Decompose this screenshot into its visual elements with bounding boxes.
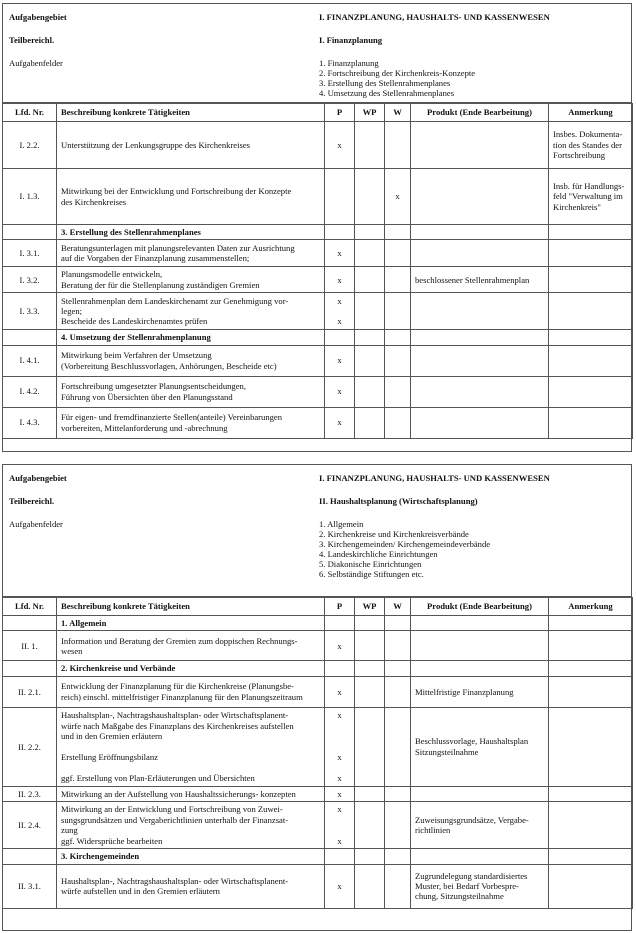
col-beschreibung: Beschreibung konkrete Tätigkeiten [57,598,325,616]
sheet-finanzplanung [2,3,632,452]
empty-cell [549,849,633,864]
aufgabenfelder-list [319,58,475,98]
row-produkt [411,240,549,267]
label-aufgabengebiet: Aufgabengebiet [9,12,67,22]
mark-p: x x x [325,707,355,786]
mark-w [385,676,411,707]
empty-cell [385,330,411,345]
row-number: II. 1. [3,631,57,661]
row-description: Stellenrahmenplan dem Landeskirchenamt zur Genehmigung vor- legen; Bescheide des Landeskirchenamtes prüfen [57,293,325,330]
mark-w [385,407,411,438]
list-item: 3. Erstellung des Stellenrahmenplanes [319,78,451,88]
mark-p: x x [325,802,355,849]
empty-cell [385,616,411,631]
section-row [3,849,633,864]
empty-cell [325,616,355,631]
mark-p: x [325,786,355,801]
col-produkt: Produkt (Ende Bearbeitung) [411,104,549,122]
empty-cell [411,661,549,676]
table-row [3,676,633,707]
empty-cell [385,225,411,240]
mark-wp [355,407,385,438]
col-beschreibung: Beschreibung konkrete Tätigkeiten [57,104,325,122]
row-number: II. 2.4. [3,802,57,849]
row-produkt: Zuweisungsgrundsätze, Vergabe- richtlinien [411,802,549,849]
row-description: Entwicklung der Finanzplanung für die Kirchenkreise (Planungsbe- reich) einschl. mittelfristiger Finanzplanung für den Planungszeitraum [57,676,325,707]
list-item: 4. Landeskirchliche Einrichtungen [319,549,438,559]
mark-wp [355,631,385,661]
table-row [3,293,633,330]
row-description: Information und Beratung der Gremien zum doppischen Rechnungs- wesen [57,631,325,661]
label-teilbereich: Teilbereichl. [9,496,55,506]
mark-w [385,376,411,407]
list-item: 3. Kirchengemeinden/ Kirchengemeindeverbände [319,539,491,549]
row-anmerkung [549,267,633,293]
sheet-header [3,465,631,597]
section-title: 4. Umsetzung der Stellenrahmenplanung [57,330,325,345]
empty-cell [325,330,355,345]
row-number [3,330,57,345]
row-description: Haushaltsplan-, Nachtragshaushaltsplan- oder Wirtschaftsplanent- würfe nach Maßgabe des Finanzplans des Kirchenkreises aufstellen und in den Gremien erläutern Erstellung Eröffnungsbilanz ggf. Erstellung von Plan-Erläuterungen und Übersichten [57,707,325,786]
table-row [3,707,633,786]
list-item: 5. Diakonische Einrichtungen [319,559,422,569]
row-produkt [411,122,549,169]
row-number: I. 4.3. [3,407,57,438]
row-produkt: Zugrundelegung standardisiertes Muster, bei Bedarf Vorbespre- chung, Sitzungsteilnahme [411,864,549,908]
row-description: Haushaltsplan-, Nachtragshaushaltsplan- oder Wirtschaftsplanent- würfe aufstellen und in den Gremien erläutern [57,864,325,908]
table-row [3,407,633,438]
row-produkt [411,631,549,661]
row-number: I. 3.2. [3,267,57,293]
empty-cell [411,849,549,864]
row-number [3,849,57,864]
mark-w: x [385,169,411,225]
row-number: I. 3.1. [3,240,57,267]
table-header-row [3,104,633,122]
col-produkt: Produkt (Ende Bearbeitung) [411,598,549,616]
value-aufgabengebiet: I. FINANZPLANUNG, HAUSHALTS- UND KASSENWESEN [319,473,550,483]
row-number: I. 1.3. [3,169,57,225]
empty-cell [549,330,633,345]
table-row [3,169,633,225]
label-aufgabengebiet: Aufgabengebiet [9,473,67,483]
mark-wp [355,293,385,330]
col-wp: WP [355,598,385,616]
mark-p: x [325,407,355,438]
mark-p: x [325,631,355,661]
mark-p: x [325,240,355,267]
list-item: 4. Umsetzung des Stellenrahmenplanes [319,88,455,98]
activity-table [2,103,633,439]
list-item: 1. Allgemein [319,519,364,529]
section-row [3,616,633,631]
row-description: Für eigen- und fremdfinanzierte Stellen(anteile) Vereinbarungen vorbereiten, Mittelanforderung und -abrechnung [57,407,325,438]
mark-p: x [325,122,355,169]
col-anmerkung: Anmerkung [549,104,633,122]
row-number [3,616,57,631]
mark-p: x [325,376,355,407]
mark-wp [355,169,385,225]
row-anmerkung: Insb. für Handlungs- feld "Verwaltung im Kirchenkreis" [549,169,633,225]
mark-wp [355,240,385,267]
mark-wp [355,864,385,908]
list-item: 2. Kirchenkreise und Kirchenkreisverbände [319,529,469,539]
table-row [3,240,633,267]
mark-wp [355,122,385,169]
row-produkt [411,345,549,376]
table-row [3,376,633,407]
row-description: Beratungsunterlagen mit planungsrelevanten Daten zur Ausrichtung auf die Vorgaben der Finanzplanung zusammenstellen; [57,240,325,267]
section-row [3,661,633,676]
aufgabenfelder-list [319,519,490,579]
row-anmerkung [549,293,633,330]
row-number: I. 4.1. [3,345,57,376]
empty-cell [549,225,633,240]
mark-w [385,240,411,267]
label-aufgabenfelder: Aufgabenfelder [9,58,63,68]
empty-cell [411,225,549,240]
row-produkt: Beschlussvorlage, Haushaltsplan Sitzungsteilnahme [411,707,549,786]
empty-cell [355,661,385,676]
row-number: II. 3.1. [3,864,57,908]
sheet-header [3,4,631,103]
section-row [3,330,633,345]
row-description: Mitwirkung beim Verfahren der Umsetzung (Vorbereitung Beschlussvorlagen, Anhörungen, Bescheide etc) [57,345,325,376]
mark-p: x x [325,293,355,330]
row-number: II. 2.1. [3,676,57,707]
row-description: Fortschreibung umgesetzter Planungsentscheidungen, Führung von Übersichten über den Planungsstand [57,376,325,407]
row-anmerkung [549,707,633,786]
row-produkt: Mittelfristige Finanzplanung [411,676,549,707]
table-row [3,122,633,169]
table-row [3,802,633,849]
mark-w [385,786,411,801]
list-item: 2. Fortschreibung der Kirchenkreis-Konzepte [319,68,476,78]
section-title: 3. Kirchengemeinden [57,849,325,864]
table-row [3,864,633,908]
empty-cell [411,616,549,631]
empty-cell [385,661,411,676]
table-row [3,631,633,661]
mark-w [385,864,411,908]
col-lfd-nr: Lfd. Nr. [3,104,57,122]
mark-wp [355,802,385,849]
row-produkt [411,376,549,407]
empty-cell [355,330,385,345]
empty-cell [549,661,633,676]
mark-wp [355,676,385,707]
row-number: II. 2.2. [3,707,57,786]
row-number [3,661,57,676]
list-item: 6. Selbständige Stiftungen etc. [319,569,424,579]
row-description: Unterstützung der Lenkungsgruppe des Kirchenkreises [57,122,325,169]
col-lfd-nr: Lfd. Nr. [3,598,57,616]
section-title: 1. Allgemein [57,616,325,631]
row-description: Planungsmodelle entwickeln, Beratung der für die Stellenplanung zuständigen Gremien [57,267,325,293]
row-anmerkung [549,407,633,438]
row-anmerkung [549,240,633,267]
label-aufgabenfelder: Aufgabenfelder [9,519,63,529]
row-produkt [411,407,549,438]
row-number: I. 2.2. [3,122,57,169]
value-teilbereich: II. Haushaltsplanung (Wirtschaftsplanung) [319,496,478,506]
table-header-row [3,598,633,616]
mark-w [385,122,411,169]
value-teilbereich: I. Finanzplanung [319,35,383,45]
mark-w [385,345,411,376]
row-number: II. 2.3. [3,786,57,801]
row-description: Mitwirkung an der Aufstellung von Haushaltssicherungs- konzepten [57,786,325,801]
mark-p [325,169,355,225]
row-number: I. 4.2. [3,376,57,407]
mark-wp [355,345,385,376]
value-aufgabengebiet: I. FINANZPLANUNG, HAUSHALTS- UND KASSENWESEN [319,12,550,22]
row-produkt [411,293,549,330]
empty-cell [549,616,633,631]
mark-w [385,267,411,293]
section-title: 2. Kirchenkreise und Verbände [57,661,325,676]
col-p: P [325,598,355,616]
activity-table [2,597,633,909]
row-anmerkung [549,786,633,801]
mark-wp [355,707,385,786]
mark-w [385,802,411,849]
col-p: P [325,104,355,122]
empty-cell [355,616,385,631]
list-item: 1. Finanzplanung [319,58,379,68]
row-anmerkung [549,864,633,908]
col-w: W [385,598,411,616]
col-anmerkung: Anmerkung [549,598,633,616]
row-anmerkung [549,676,633,707]
empty-cell [385,849,411,864]
row-number: I. 3.3. [3,293,57,330]
empty-cell [325,849,355,864]
row-anmerkung [549,345,633,376]
empty-cell [325,661,355,676]
mark-p: x [325,267,355,293]
empty-cell [325,225,355,240]
mark-p: x [325,345,355,376]
label-teilbereich: Teilbereichl. [9,35,55,45]
empty-cell [355,849,385,864]
row-anmerkung [549,376,633,407]
mark-p: x [325,676,355,707]
mark-wp [355,267,385,293]
row-anmerkung [549,631,633,661]
row-number [3,225,57,240]
mark-wp [355,786,385,801]
row-anmerkung [549,802,633,849]
empty-cell [355,225,385,240]
mark-w [385,293,411,330]
empty-cell [411,330,549,345]
row-description: Mitwirkung bei der Entwicklung und Fortschreibung der Konzepte des Kirchenkreises [57,169,325,225]
mark-w [385,707,411,786]
section-row [3,225,633,240]
row-anmerkung: Insbes. Dokumenta- tion des Standes der Fortschreibung [549,122,633,169]
row-description: Mitwirkung an der Entwicklung und Fortschreibung von Zuwei- sungsgrundsätzen und Vergaberichtlinien unterhalb der Finanzsat- zung ggf. Widersprüche bearbeiten [57,802,325,849]
col-wp: WP [355,104,385,122]
table-row [3,786,633,801]
table-row [3,267,633,293]
mark-w [385,631,411,661]
mark-wp [355,376,385,407]
col-w: W [385,104,411,122]
table-row [3,345,633,376]
row-produkt [411,786,549,801]
sheet-haushaltsplanung [2,464,632,931]
row-produkt [411,169,549,225]
section-title: 3. Erstellung des Stellenrahmenplanes [57,225,325,240]
row-produkt: beschlossener Stellenrahmenplan [411,267,549,293]
mark-p: x [325,864,355,908]
